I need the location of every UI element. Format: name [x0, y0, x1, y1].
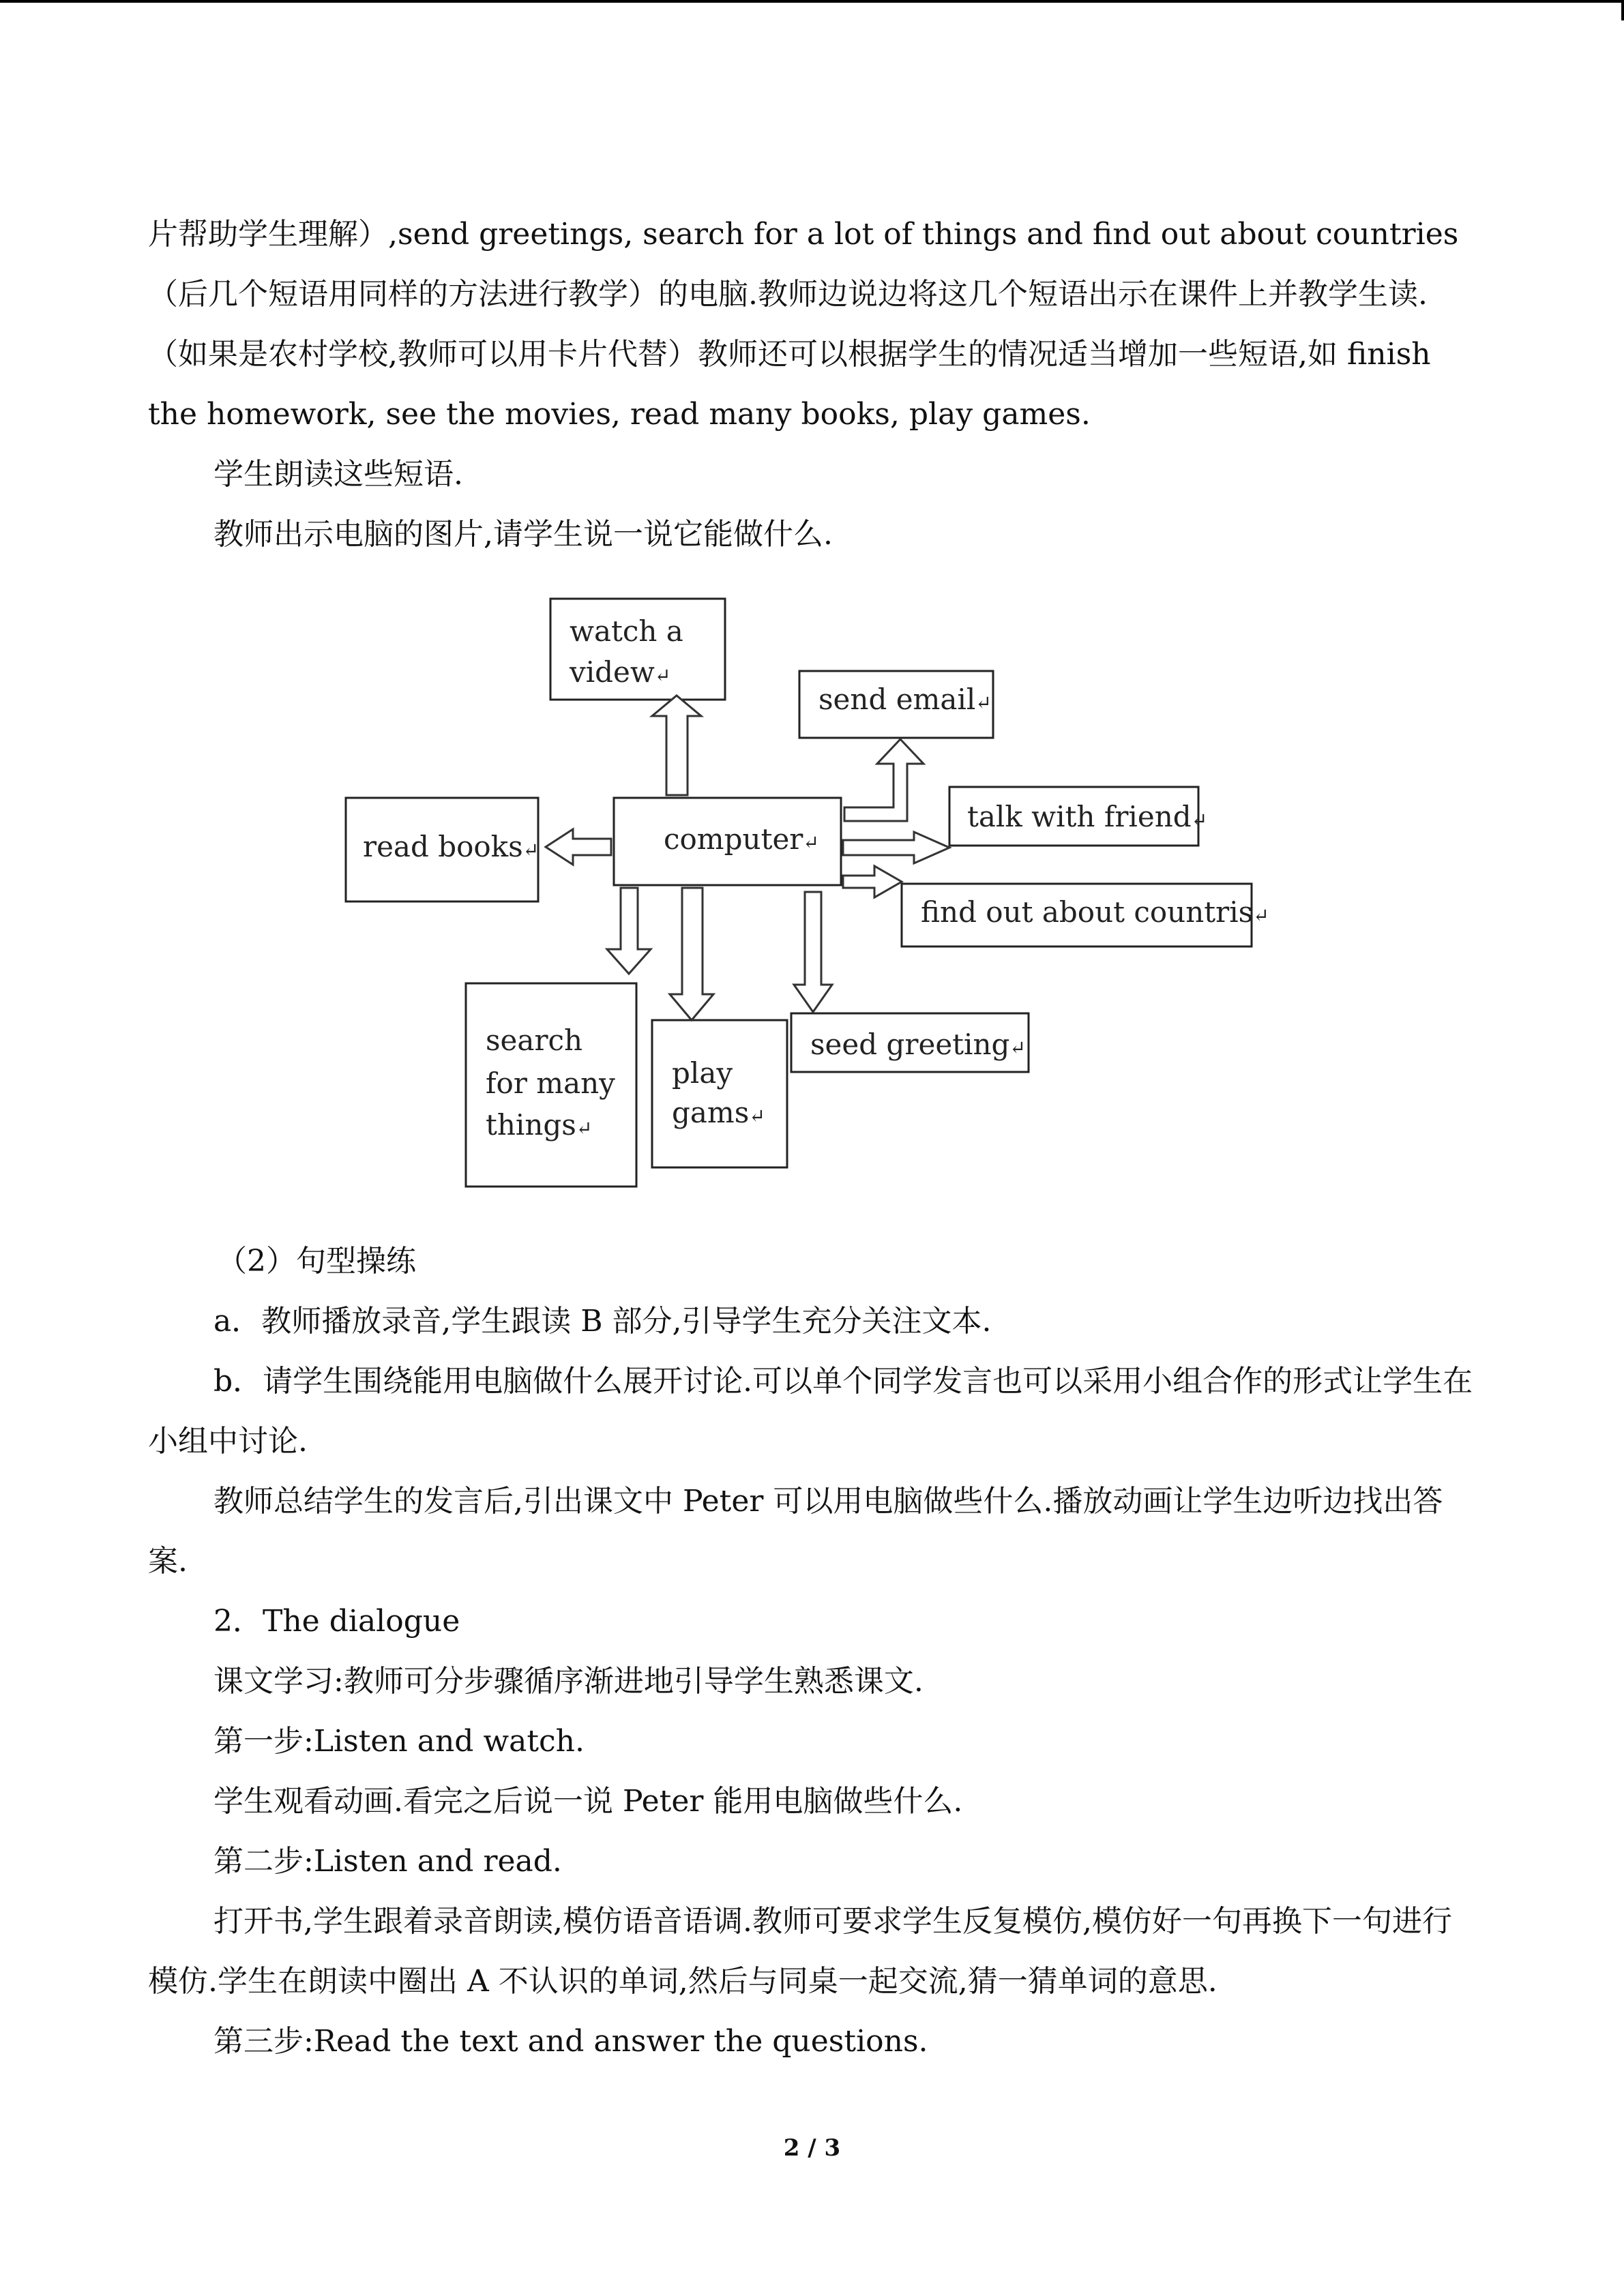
- step2-title: 第二步:Listen and read.: [213, 1844, 562, 1879]
- step3-title: 第三步:Read the text and answer the questions.: [213, 2024, 928, 2059]
- dialogue-heading: 2．The dialogue: [213, 1604, 460, 1639]
- section-heading-drill: （2）句型操练: [217, 1244, 416, 1279]
- label-search-1: search: [486, 1024, 583, 1057]
- arrow-elbow-send-email: [844, 739, 924, 821]
- label-send-email: send email↵: [818, 683, 992, 716]
- arrow-down-greeting: [794, 892, 832, 1012]
- label-search-2: for many: [486, 1067, 615, 1100]
- step1-text: 学生观看动画.看完之后说一说 Peter 能用电脑做些什么.: [213, 1784, 963, 1819]
- label-talk-friend: talk with friend↵: [967, 800, 1208, 833]
- show-computer-line: 教师出示电脑的图片,请学生说一说它能做什么.: [213, 517, 833, 552]
- step-a-text: a．教师播放录音,学生跟读 B 部分,引导学生充分关注文本.: [213, 1304, 992, 1339]
- arrow-right-find: [843, 866, 902, 897]
- step1-title: 第一步:Listen and watch.: [213, 1724, 585, 1759]
- step2-text: 打开书,学生跟着录音朗读,模仿语音语调.教师可要求学生反复模仿,模仿好一句再换下一句进行模仿.学生在朗读中圈出 A 不认识的单词,然后与同桌一起交流,猜一猜单词的意思.: [148, 1904, 1452, 1999]
- dialogue-intro: 课文学习:教师可分步骤循序渐进地引导学生熟悉课文.: [213, 1664, 924, 1699]
- label-seed-greeting: seed greeting↵: [810, 1028, 1026, 1061]
- label-find-out: find out about countris↵: [921, 895, 1269, 929]
- arrow-down-play: [670, 888, 713, 1020]
- label-read-books: read books↵: [363, 830, 540, 863]
- label-watch-2: videw↵: [570, 655, 671, 689]
- box-play-games: [652, 1020, 787, 1167]
- page-number: 2 / 3: [783, 2134, 841, 2162]
- summary-text: 教师总结学生的发言后,引出课文中 Peter 可以用电脑做些什么.播放动画让学生边听边找出答案.: [148, 1484, 1443, 1579]
- arrow-left-read: [546, 829, 611, 865]
- label-search-3: things↵: [486, 1108, 593, 1142]
- read-phrases-line: 学生朗读这些短语.: [213, 457, 463, 492]
- arrow-up-watch: [652, 696, 701, 795]
- step-b-text: b．请学生围绕能用电脑做什么展开讨论.可以单个同学发言也可以采用小组合作的形式让学生在小组中讨论.: [148, 1364, 1473, 1459]
- label-play-1: play: [672, 1056, 733, 1090]
- arrow-down-search: [607, 888, 651, 974]
- label-play-2: gams↵: [672, 1096, 765, 1129]
- label-computer: computer↵: [664, 822, 819, 856]
- arrow-right-talk: [843, 832, 949, 863]
- label-watch-1: watch a: [570, 614, 683, 648]
- intro-paragraph: 片帮助学生理解）,send greetings, search for a lot of things and find out about countries（后几个短语用同样的方法进行教学）的电脑.教师边说边将这几个短语出示在课件上并教学生读.（如果是农村学校,教师可以用卡片代替）教师还可以根据学生的情况适当增加一些短语,如 finish the homework, see the movies, read many books, play games.: [148, 217, 1459, 432]
